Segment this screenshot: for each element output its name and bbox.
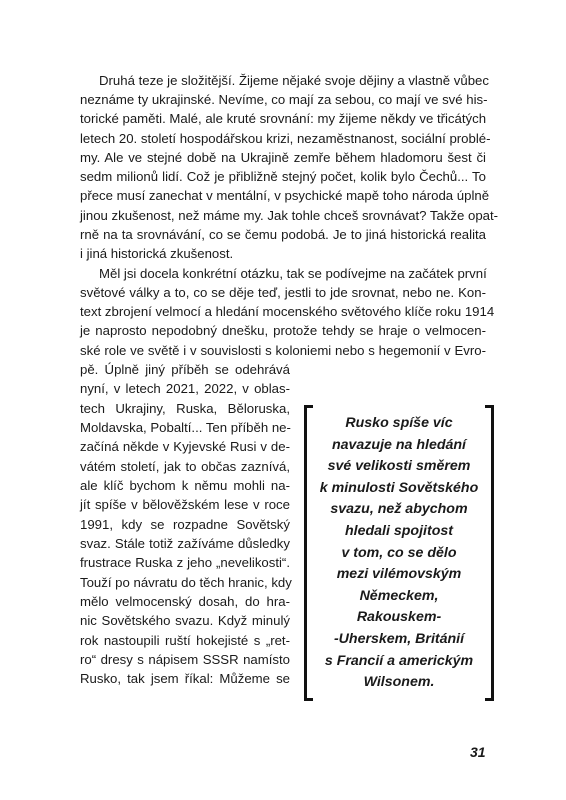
quote-line: s Francií a americkým xyxy=(324,653,474,669)
quote-line: Wilsonem. xyxy=(363,674,435,690)
text-line: nic Sovětského svazu. Když minulý xyxy=(80,613,290,628)
text-line: ro“ dresy s nápisem SSSR namísto xyxy=(80,652,290,667)
text-line: text zbrojení velmocí a hledání mocenského světového klíče roku 1914 xyxy=(80,304,495,319)
text-line: letech 20. století hospodářskou krizi, nezaměstnanost, sociální problé- xyxy=(80,131,491,146)
text-line: jinou zkušenost, než máme my. Jak tohle chceš srovnávat? Takže opat- xyxy=(80,208,499,223)
quote-line: -Uherskem, Británií xyxy=(333,631,465,647)
text-line: Druhá teze je složitější. Žijeme nějaké svoje dějiny a vlastně vůbec xyxy=(99,73,489,88)
text-line: pě. Úplně jiný příběh se odehrává xyxy=(80,362,290,377)
text-line: svaz. Stále totiž zažíváme důsledky xyxy=(80,536,290,551)
text-line: tech Ukrajiny, Ruska, Běloruska, xyxy=(80,401,290,416)
quote-line: navazuje na hledání xyxy=(331,437,467,453)
text-line: mělo velmocenský dosah, do hra- xyxy=(80,594,290,609)
quote-line: hledali spojitost xyxy=(345,523,453,539)
text-line: světové války a to, co se děje teď, jestli to jde srovnat, nebo ne. Kon- xyxy=(80,285,486,300)
quote-line: Německem, xyxy=(359,588,439,604)
text-line: my. Ale ve stejné době na Ukrajině zemře během hladomoru šest či xyxy=(80,150,486,165)
text-line: jít spíše v bělověžském lese v roce xyxy=(80,497,290,512)
text-line: rně na ta srovnávání, co se čemu podobá. Je to jiná historická realita xyxy=(80,227,486,242)
quote-line: k minulosti Sovětského xyxy=(319,480,479,496)
text-line: torické paměti. Malé, ale kruté srovnání: my žijeme někdy ve třicátých xyxy=(80,111,487,126)
page-number: 31 xyxy=(470,744,486,760)
text-line: frustrace Ruska z jeho „nevelikosti“. xyxy=(80,555,290,570)
quote-line: v tom, co se dělo xyxy=(341,545,457,561)
text-line: ale klíč bychom k němu mohli na- xyxy=(80,478,290,493)
quote-line: svazu, než abychom xyxy=(330,501,468,517)
quote-line: mezi vilémovským xyxy=(336,566,462,582)
text-line: je naprosto nepodobný dnešku, protože tehdy se hraje o velmocen- xyxy=(80,323,486,338)
text-line: i jiná historická zkušenost. xyxy=(80,246,234,261)
text-line: ské role ve světě i v souvislosti s koloniemi nebo s hegemonií v Evro- xyxy=(80,343,486,358)
text-line: nyní, v letech 2021, 2022, v oblas- xyxy=(80,381,290,396)
text-line: přece musí zanechat v mentální, v psychické mapě toho národa úplně xyxy=(80,188,490,203)
text-line: Rusko, tak jsem říkal: Můžeme se xyxy=(80,671,290,686)
quote-line: své velikosti směrem xyxy=(327,458,471,474)
text-line: 1991, kdy se rozpadne Sovětský xyxy=(80,517,290,532)
text-line: rok nastoupili ruští hokejisté s „ret- xyxy=(80,633,290,648)
text-line: neznáme ty ukrajinské. Nevíme, co mají za sebou, co mají ve své his- xyxy=(80,92,488,107)
text-line: vátém století, jak to občas zaznívá, xyxy=(80,459,290,474)
text-line: sedm milionů lidí. Což je přibližně stejný počet, kolik bylo Čechů... To xyxy=(80,169,486,184)
text-line: Touží po návratu do těch hranic, kdy xyxy=(80,575,292,590)
pull-quote xyxy=(304,405,494,701)
text-line: Moldavska, Pobaltí... Ten příběh ne- xyxy=(80,420,291,435)
text-line: Měl jsi docela konkrétní otázku, tak se podívejme na začátek první xyxy=(99,266,487,281)
quote-line: Rakouskem- xyxy=(356,609,442,625)
quote-line: Rusko spíše víc xyxy=(345,415,453,431)
text-line: začíná někde v Kyjevské Rusi v de- xyxy=(80,439,290,454)
